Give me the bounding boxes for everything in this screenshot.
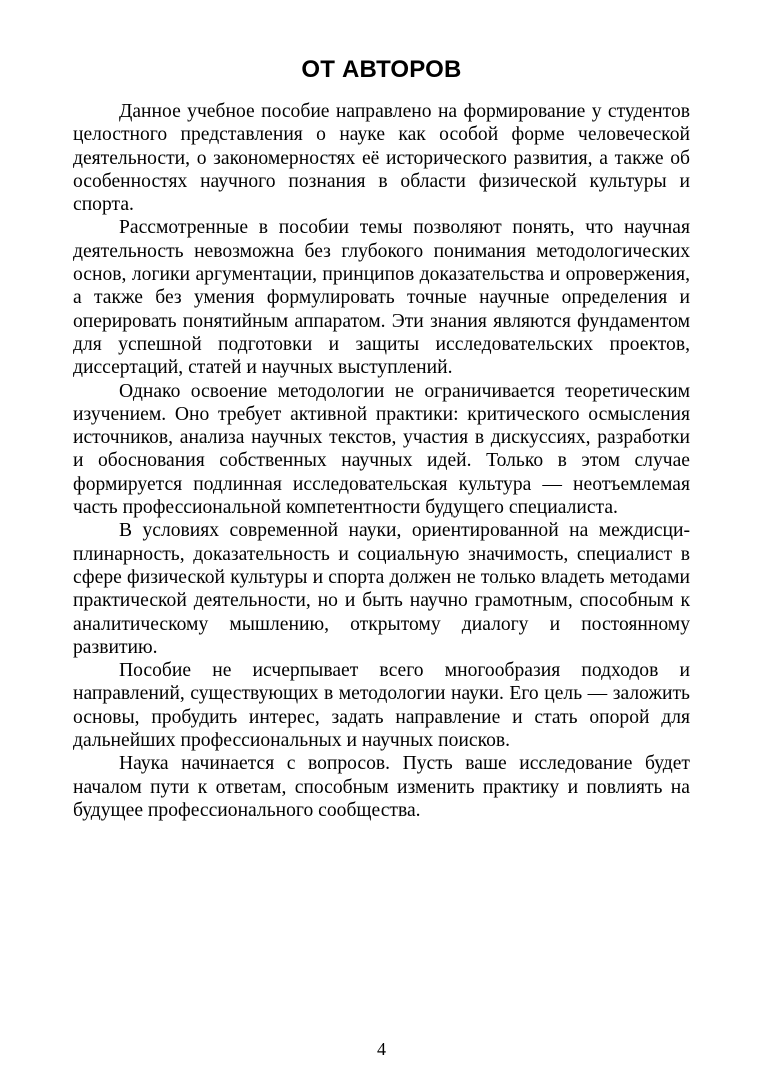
page-number: 4: [377, 1039, 386, 1059]
paragraph-3: Однако освоение методологии не ограничивается теоретическим изучением. Оно требует активной практики: критического осмысления источников, анализа научных текстов, участия в дискуссиях, разработки и обоснования собственных научных идей. Только в этом случае формируется подлинная исследовательская культура — неотъемлемая часть профессиональной компетентности будущего специалиста.: [73, 380, 690, 519]
page-title: ОТ АВТОРОВ: [301, 56, 462, 83]
paragraph-2: Рассмотренные в пособии темы позволяют понять, что научная деятельность невозможна без глубокого понимания методологических основ, логики аргументации, принципов доказательства и опровержения, а также без умения формулировать точные научные определения и оперировать понятийным аппаратом. Эти знания являются фундаментом для успешной подготовки и защиты исследовательских проектов, диссертаций, статей и научных выступлений.: [73, 217, 690, 379]
body-text: [73, 100, 690, 822]
paragraph-5: Пособие не исчерпывает всего многообразия подходов и направлений, существующих в методологии науки. Его цель — заложить основы, пробудить интерес, задать направление и стать опорой для дальнейших профессиональных и научных поисков.: [73, 660, 690, 752]
paragraph-6: Наука начинается с вопросов. Пусть ваше исследование будет началом пути к ответам, способным изменить практику и повлиять на будущее профессионального сообщества.: [73, 753, 690, 821]
paragraph-1: Данное учебное пособие направлено на формирование у студентов целостного представления о науке как особой форме человеческой деятельности, о закономерностях её исторического развития, а также об особенностях научного познания в области физической культуры и спорта.: [73, 101, 690, 216]
paragraph-4: В условиях современной науки, ориентированной на междисциплинарность, доказательность и социальную значимость, специалист в сфере физической культуры и спорта должен не только владеть методами практической деятельности, но и быть научно грамотным, способным к аналитическому мышлению, открытому диалогу и постоянному развитию.: [73, 520, 690, 658]
